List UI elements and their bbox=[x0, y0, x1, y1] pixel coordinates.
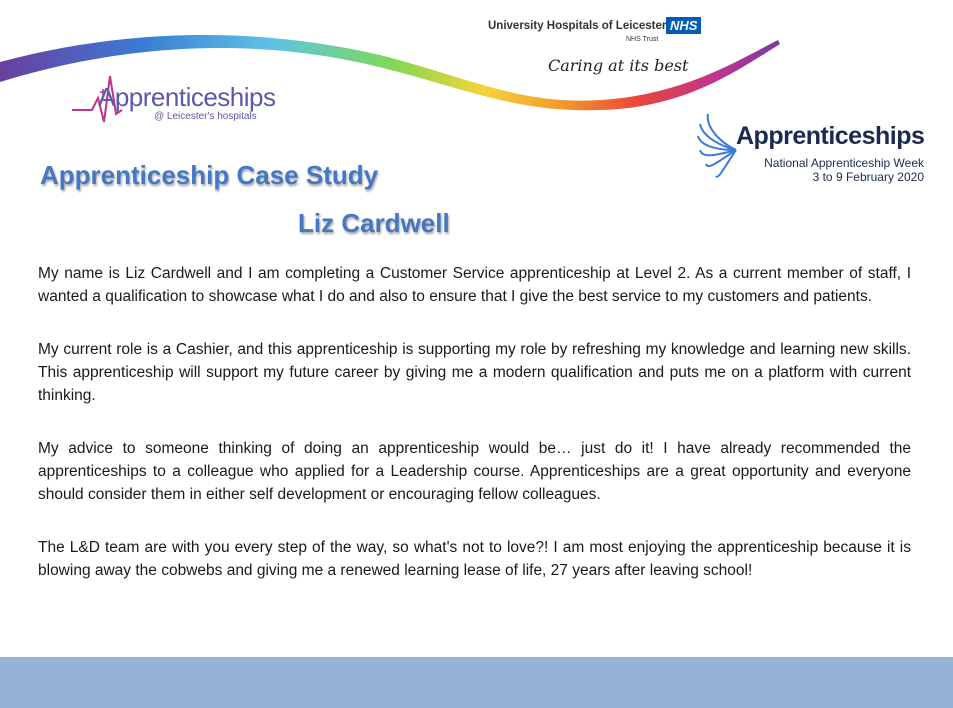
apprenticeships-leicester-logo bbox=[70, 70, 276, 130]
naw-subtitle bbox=[764, 156, 924, 184]
logo-brand-text: Apprenticeships bbox=[98, 82, 276, 112]
paragraph: My advice to someone thinking of doing an apprenticeship would be… just do it! I have already recommended the apprenticeships to a colleague who applied for a Leadership course. Apprenticeships are a great opportunity and everyone should consider them in either self development or encouraging fellow colleagues. bbox=[38, 440, 911, 503]
page-title: Apprenticeship Case Study bbox=[40, 160, 379, 190]
naw-title: Apprenticeships bbox=[736, 122, 925, 150]
footer-band bbox=[0, 657, 953, 708]
org-name: University Hospitals of Leicester bbox=[488, 20, 667, 32]
case-study-body bbox=[38, 262, 911, 612]
logo-sub-text: @ Leicester's hospitals bbox=[154, 111, 257, 122]
paragraph: The L&D team are with you every step of the way, so what's not to love?! I am most enjoying the apprenticeship because it is blowing away the cobwebs and giving me a renewed learning lease of life, 27 years after leaving school! bbox=[38, 539, 911, 579]
nhs-trust-logo bbox=[488, 16, 718, 86]
paragraph: My current role is a Cashier, and this apprenticeship is supporting my role by refreshing my knowledge and learning new skills. This apprenticeship will support my future career by giving me a modern qualification and puts me on a platform with current thinking. bbox=[38, 341, 911, 404]
nhs-badge: NHS bbox=[666, 17, 701, 34]
national-apprenticeship-week-logo bbox=[696, 110, 936, 190]
motto-text: Caring at its best bbox=[548, 56, 689, 75]
naw-line-1: National Apprenticeship Week bbox=[764, 156, 924, 170]
paragraph: My name is Liz Cardwell and I am completing a Customer Service apprenticeship at Level 2. As a current member of staff, I wanted a qualification to showcase what I do and also to ensure that I give the best service to my customers and patients. bbox=[38, 265, 911, 305]
trust-label: NHS Trust bbox=[626, 36, 659, 43]
person-name: Liz Cardwell bbox=[298, 208, 450, 238]
naw-line-2: 3 to 9 February 2020 bbox=[812, 170, 924, 184]
